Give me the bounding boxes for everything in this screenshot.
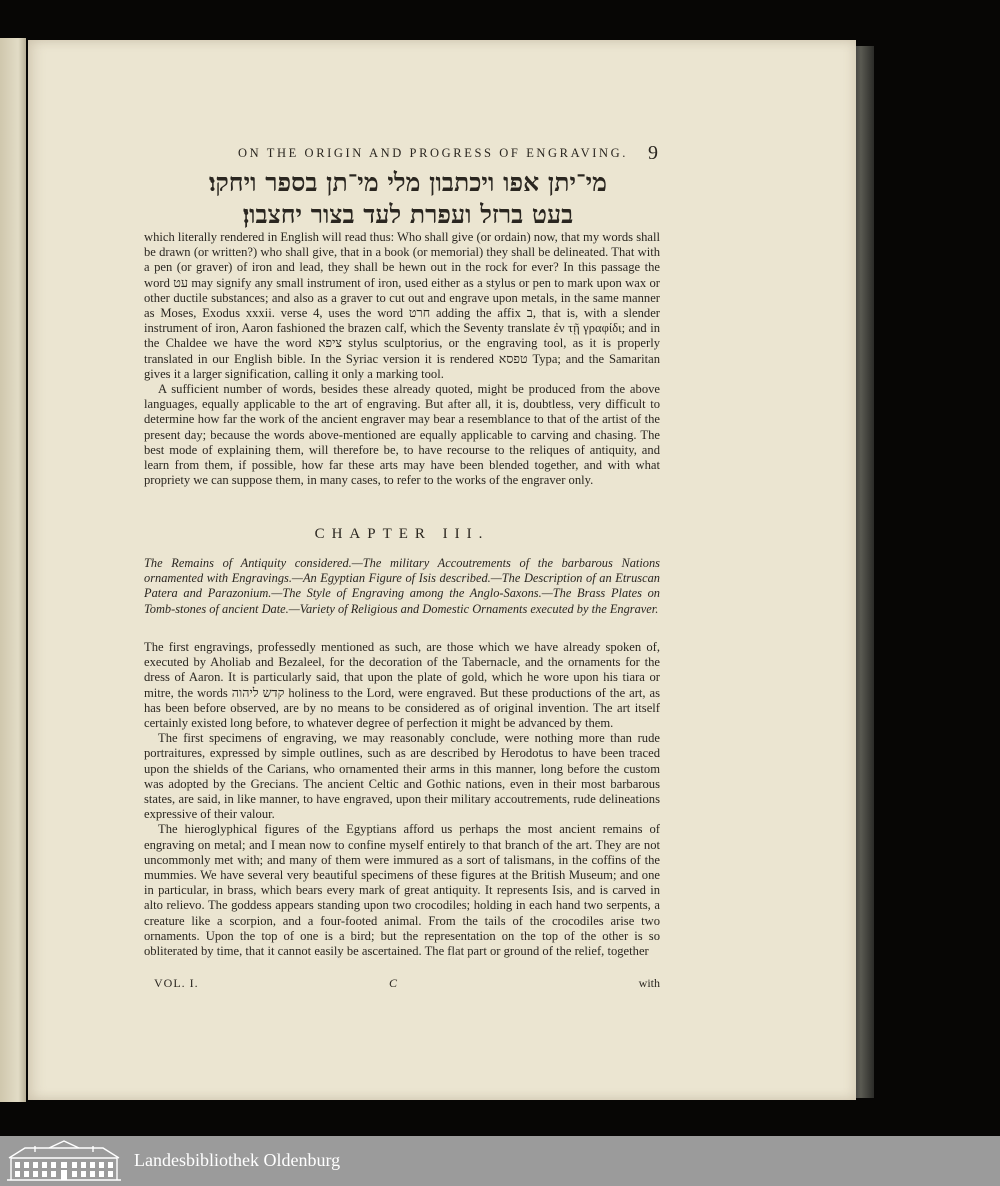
paragraph: The first engravings, professedly mentioned as such, are those which we have already spoken of, executed by Aholiab and Bezaleel, for the decoration of the Tabernacle, and the ornaments for the dress of Aaron. It is particularly said, that upon the plate of gold, which he wore upon his tiara or mitre, the words קדש ליהוה holiness to the Lord, were engraved. But these productions of the art, as has been before observed, are by no means to be considered as of original invention. The art itself certainly existed long before, to whatever degree of perfection it might be advanced by them. bbox=[144, 640, 661, 731]
signature-line bbox=[144, 976, 660, 992]
hebrew-verse-line-2: בעט ברזל ועפרת לעד בצור יחצבון׃ bbox=[242, 200, 574, 229]
text-block-1 bbox=[144, 230, 660, 488]
paragraph: The hieroglyphical figures of the Egyptians afford us perhaps the most ancient remains of engraving on metal; and I mean now to confine myself entirely to that branch of the art. They are not uncommonly met with; and many of them were immured as a sort of talismans, in the coffins of the mummies. We have several very beautiful specimens of these figures at the British Museum; and one in particular, in brass, which bears every mark of great antiquity. It represents Isis, and is carved in alto relievo. The goddess appears standing upon two crocodiles; holding in each hand two serpents, a creature like a scorpion, and a four-footed animal. From the tails of the crocodiles arise two ornaments. Upon the top of one is a bird; but the representation on the top of the other is so obliterated by time, that it cannot easily be ascertained. The flat part or ground of the relief, together bbox=[144, 822, 660, 959]
gathering-mark: C bbox=[389, 976, 398, 990]
library-name: Landesbibliothek Oldenburg bbox=[134, 1150, 341, 1170]
running-head: ON THE ORIGIN AND PROGRESS OF ENGRAVING. bbox=[237, 146, 629, 160]
footer-bar bbox=[0, 1136, 1000, 1186]
chapter-heading: CHAPTER III. bbox=[314, 526, 490, 542]
chapter-argument: The Remains of Antiquity considered.—The military Accoutrements of the barbarous Nations ornamented with Engravings.—An Egyptian Figure of Isis described.—The Description of an Etruscan Patera and Parazonium.—The Style of Engraving among the Anglo-Saxons.—The Brass Plates on Tomb-stones of ancient Date.—Variety of Religious and Domestic Ornaments executed by the Engraver. bbox=[144, 556, 660, 616]
catchword: with bbox=[638, 976, 660, 990]
volume-signature: VOL. I. bbox=[154, 976, 199, 990]
book-page bbox=[28, 40, 856, 1100]
text-block-2 bbox=[144, 640, 660, 959]
paragraph: The first specimens of engraving, we may reasonably conclude, were nothing more than rude portraitures, expressed by simple outlines, such as are described by Herodotus to have been traced upon the shields of the Carians, who ornamented their arms in this manner, long before the custom was adopted by the Grecians. The ancient Celtic and Gothic nations, even in their most barbarous states, are said, in like manner, to have engraved, upon their military accoutrements, rude delineations expressive of their valour. bbox=[144, 731, 660, 822]
paragraph: A sufficient number of words, besides these already quoted, might be produced from the above languages, equally applicable to the art of engraving. But after all, it is, doubtless, very difficult to determine how far the work of the ancient engraver may bear a resemblance to that of the artist of the present day; because the words above-mentioned are equally applicable to carving and chasing. The best mode of explaining them, will therefore be, to have recourse to the reliques of antiquity, and learn from them, if possible, how far these arts may have been blended together, and with what propriety we can suppose them, in many cases, to refer to the works of the engraver only. bbox=[144, 382, 660, 488]
left-page-edge bbox=[0, 38, 26, 1102]
library-building-icon bbox=[5, 1140, 123, 1182]
hebrew-verse-line-1: מי־יתן אפו ויכתבון מלי מי־תן בספר ויחקו׃ bbox=[209, 168, 607, 197]
page-number: 9 bbox=[648, 142, 658, 164]
paragraph: which literally rendered in English will read thus: Who shall give (or ordain) now, that my words shall be drawn (or written?) who shall give, that in a book (or memorial) they shall be delineated. That with a pen (or graver) of iron and lead, they shall be hewn out in the rock for ever? In this passage the word עט may signify any small instrument of iron, used either as a stylus or pen to mark upon wax or other ductile substances; and also as a graver to cut out and engrave upon metals, in the same manner as Moses, Exodus xxxii. verse 4, uses the word חרט adding the affix ב, that is, with a slender instrument of iron, Aaron fashioned the brazen calf, which the Seventy translate ἐν τῇ γραφίδι; and in the Chaldee we have the word ציפא stylus sculptorius, or the engraving tool, as it is properly translated in our English bible. In the Syriac version it is rendered טפסא Typa; and the Samaritan gives it a larger signification, calling it only a marking tool. bbox=[144, 230, 661, 381]
